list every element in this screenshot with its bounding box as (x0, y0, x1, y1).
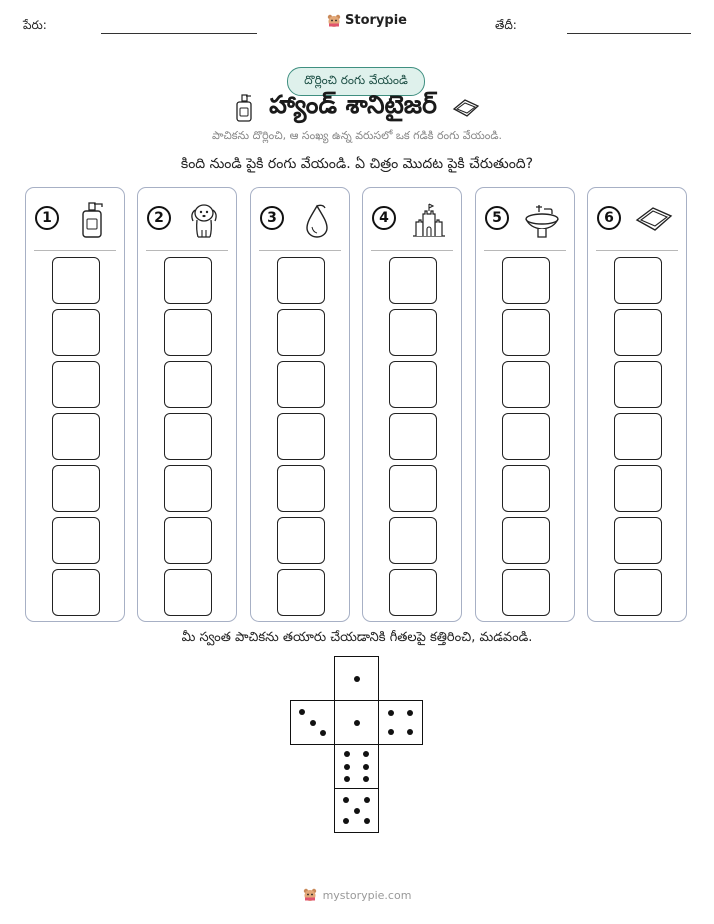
instruction: కింది నుండి పైకి రంగు వేయండి. ఏ చిత్రం మొదట పైకి చేరుతుంది? (180, 156, 534, 172)
dice-pip (388, 710, 394, 716)
color-box[interactable] (277, 361, 325, 408)
footer (0, 888, 714, 902)
color-box[interactable] (502, 257, 550, 304)
color-box[interactable] (389, 413, 437, 460)
dice-pip (344, 764, 350, 770)
storypie-bear-icon (327, 14, 341, 28)
brand-logo (327, 13, 407, 28)
dice-pip (344, 751, 350, 757)
soap-dispenser-icon (233, 93, 255, 123)
column-header (363, 188, 461, 250)
dice-face-1 (334, 656, 379, 701)
dice-pip (363, 751, 369, 757)
color-column-2 (137, 187, 237, 622)
color-box[interactable] (52, 257, 100, 304)
color-box[interactable] (614, 465, 662, 512)
roll-and-color-pill: దొర్లించి రంగు వేయండి (287, 67, 425, 96)
column-header (138, 188, 236, 250)
color-box[interactable] (52, 517, 100, 564)
column-number: 5 (485, 206, 509, 230)
color-box[interactable] (164, 413, 212, 460)
color-box[interactable] (164, 517, 212, 564)
color-column-6 (587, 187, 687, 622)
color-column-5 (475, 187, 575, 622)
dice-face-1 (334, 700, 379, 745)
column-divider (259, 250, 341, 251)
color-box[interactable] (389, 569, 437, 616)
column-divider (596, 250, 678, 251)
column-divider (34, 250, 116, 251)
dice-face-4 (378, 700, 423, 745)
column-divider (146, 250, 228, 251)
column-header (251, 188, 349, 250)
dice-pip (388, 729, 394, 735)
dice-face-5 (334, 788, 379, 833)
color-box[interactable] (502, 413, 550, 460)
dice-pip (363, 776, 369, 782)
column-header (588, 188, 686, 250)
color-box[interactable] (164, 465, 212, 512)
sandcastle-icon (409, 200, 449, 240)
dice-face-3 (290, 700, 335, 745)
dice-pip (310, 720, 316, 726)
dice-pip (320, 730, 326, 736)
color-box[interactable] (164, 309, 212, 356)
color-box[interactable] (277, 465, 325, 512)
color-box[interactable] (277, 257, 325, 304)
puppy-icon (184, 200, 224, 240)
dice-pip (354, 720, 360, 726)
sink-icon (522, 200, 562, 240)
soap-bar-icon (634, 200, 674, 240)
column-number: 3 (260, 206, 284, 230)
dice-pip (344, 776, 350, 782)
color-box[interactable] (502, 569, 550, 616)
dice-pip (343, 797, 349, 803)
color-box[interactable] (52, 309, 100, 356)
color-box[interactable] (52, 413, 100, 460)
color-box[interactable] (164, 569, 212, 616)
brand-name: Storypie (345, 13, 407, 28)
color-box[interactable] (389, 361, 437, 408)
dice-pip (407, 710, 413, 716)
color-box[interactable] (164, 257, 212, 304)
color-box[interactable] (614, 413, 662, 460)
color-column-4 (362, 187, 462, 622)
column-divider (371, 250, 453, 251)
color-box[interactable] (502, 309, 550, 356)
column-number: 4 (372, 206, 396, 230)
column-number: 6 (597, 206, 621, 230)
color-box[interactable] (52, 569, 100, 616)
storypie-bear-icon (303, 888, 317, 902)
dice-pip (343, 818, 349, 824)
color-box[interactable] (614, 257, 662, 304)
color-box[interactable] (52, 465, 100, 512)
color-box[interactable] (614, 517, 662, 564)
color-box[interactable] (502, 465, 550, 512)
name-label: పేరు: (23, 18, 47, 32)
color-box[interactable] (277, 309, 325, 356)
color-column-1 (25, 187, 125, 622)
color-column-3 (250, 187, 350, 622)
cut-instruction: మీ స్వంత పాచికను తయారు చేయడానికి గీతలపై కత్తిరించి, మడవండి. (181, 630, 533, 645)
column-header (26, 188, 124, 250)
sanitizer-drop-icon (297, 200, 337, 240)
color-box[interactable] (277, 517, 325, 564)
color-box[interactable] (277, 569, 325, 616)
color-box[interactable] (614, 309, 662, 356)
name-line[interactable] (101, 33, 257, 34)
color-box[interactable] (614, 569, 662, 616)
color-box[interactable] (277, 413, 325, 460)
date-label: తేదీ: (495, 18, 517, 32)
date-line[interactable] (567, 33, 691, 34)
title-row (0, 92, 714, 124)
column-number: 2 (147, 206, 171, 230)
color-box[interactable] (389, 465, 437, 512)
color-box[interactable] (614, 361, 662, 408)
color-box[interactable] (52, 361, 100, 408)
dice-pip (354, 676, 360, 682)
dice-pip (364, 797, 370, 803)
color-box[interactable] (502, 517, 550, 564)
soap-dispenser-icon (72, 200, 112, 240)
soap-bar-icon (451, 95, 481, 121)
color-box[interactable] (389, 309, 437, 356)
column-divider (484, 250, 566, 251)
color-box[interactable] (502, 361, 550, 408)
color-box[interactable] (389, 257, 437, 304)
subtitle: పాచికను దొర్లించి, ఆ సంఖ్య ఉన్న వరుసలో ఒక గడికి రంగు వేయండి. (212, 129, 502, 142)
dice-pip (299, 709, 305, 715)
dice-pip (407, 729, 413, 735)
dice-pip (364, 818, 370, 824)
color-box[interactable] (389, 517, 437, 564)
column-number: 1 (35, 206, 59, 230)
dice-face-6 (334, 744, 379, 789)
footer-url: mystorypie.com (322, 888, 412, 902)
color-box[interactable] (164, 361, 212, 408)
page-title: హ్యాండ్ శానిటైజర్ (269, 90, 437, 119)
dice-pip (363, 764, 369, 770)
dice-pip (354, 808, 360, 814)
column-header (476, 188, 574, 250)
